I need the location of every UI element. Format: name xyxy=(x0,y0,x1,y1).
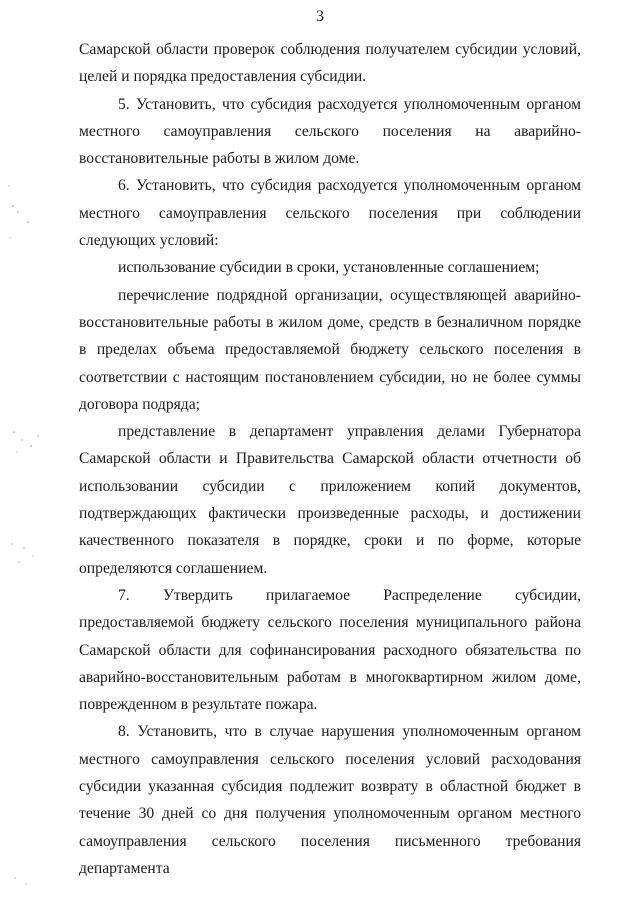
paragraph-item-8: 8. Установить, что в случае нарушения уполномоченным органом местного самоуправления сельского поселения условий расходования субсидии указанная субсидия подлежит возврату в областной бюджет в течение 30 дней со дня получения уполномоченным органом местного самоуправления сельского поселения письменного требования департамента xyxy=(79,723,581,877)
document-body xyxy=(79,36,581,882)
page-number: 3 xyxy=(316,8,324,25)
paragraph-condition-1: использование субсидии в сроки, установленные соглашением; xyxy=(118,259,540,277)
paragraph-item-5: 5. Установить, что субсидия расходуется уполномоченным органом местного самоуправления сельского поселения на аварийно-восстановительные работы в жилом доме. xyxy=(79,95,581,168)
paragraph-condition-2: перечисление подрядной организации, осуществляющей аварийно-восстановительные работы в жилом доме, средств в безналичном порядке в пределах объема предоставляемой бюджету сельского поселения в соответствии с настоящим постановлением субсидии, но не более суммы договора подряда; xyxy=(79,286,581,413)
paragraph-item-6: 6. Установить, что субсидия расходуется уполномоченным органом местного самоуправления сельского поселения при соблюдении следующих условий: xyxy=(79,177,581,250)
paragraph-item-7: 7. Утвердить прилагаемое Распределение субсидии, предоставляемой бюджету сельского поселения муниципального района Самарской области для софинансирования расходного обязательства по аварийно-восстановительным работам в многоквартирном жилом доме, поврежденном в результате пожара. xyxy=(79,586,581,714)
paragraph-condition-3: представление в департамент управления делами Губернатора Самарской области и Правительства Самарской области отчетности об использовании субсидии с приложением копий документов, подтверждающих фактически произведенные расходы, и достижении качественного показателя в порядке, сроки и по форме, которые определяются соглашением. xyxy=(79,423,581,577)
paragraph-continuation: Самарской области проверок соблюдения получателем субсидии условий, целей и порядка предоставления субсидии. xyxy=(79,41,581,86)
